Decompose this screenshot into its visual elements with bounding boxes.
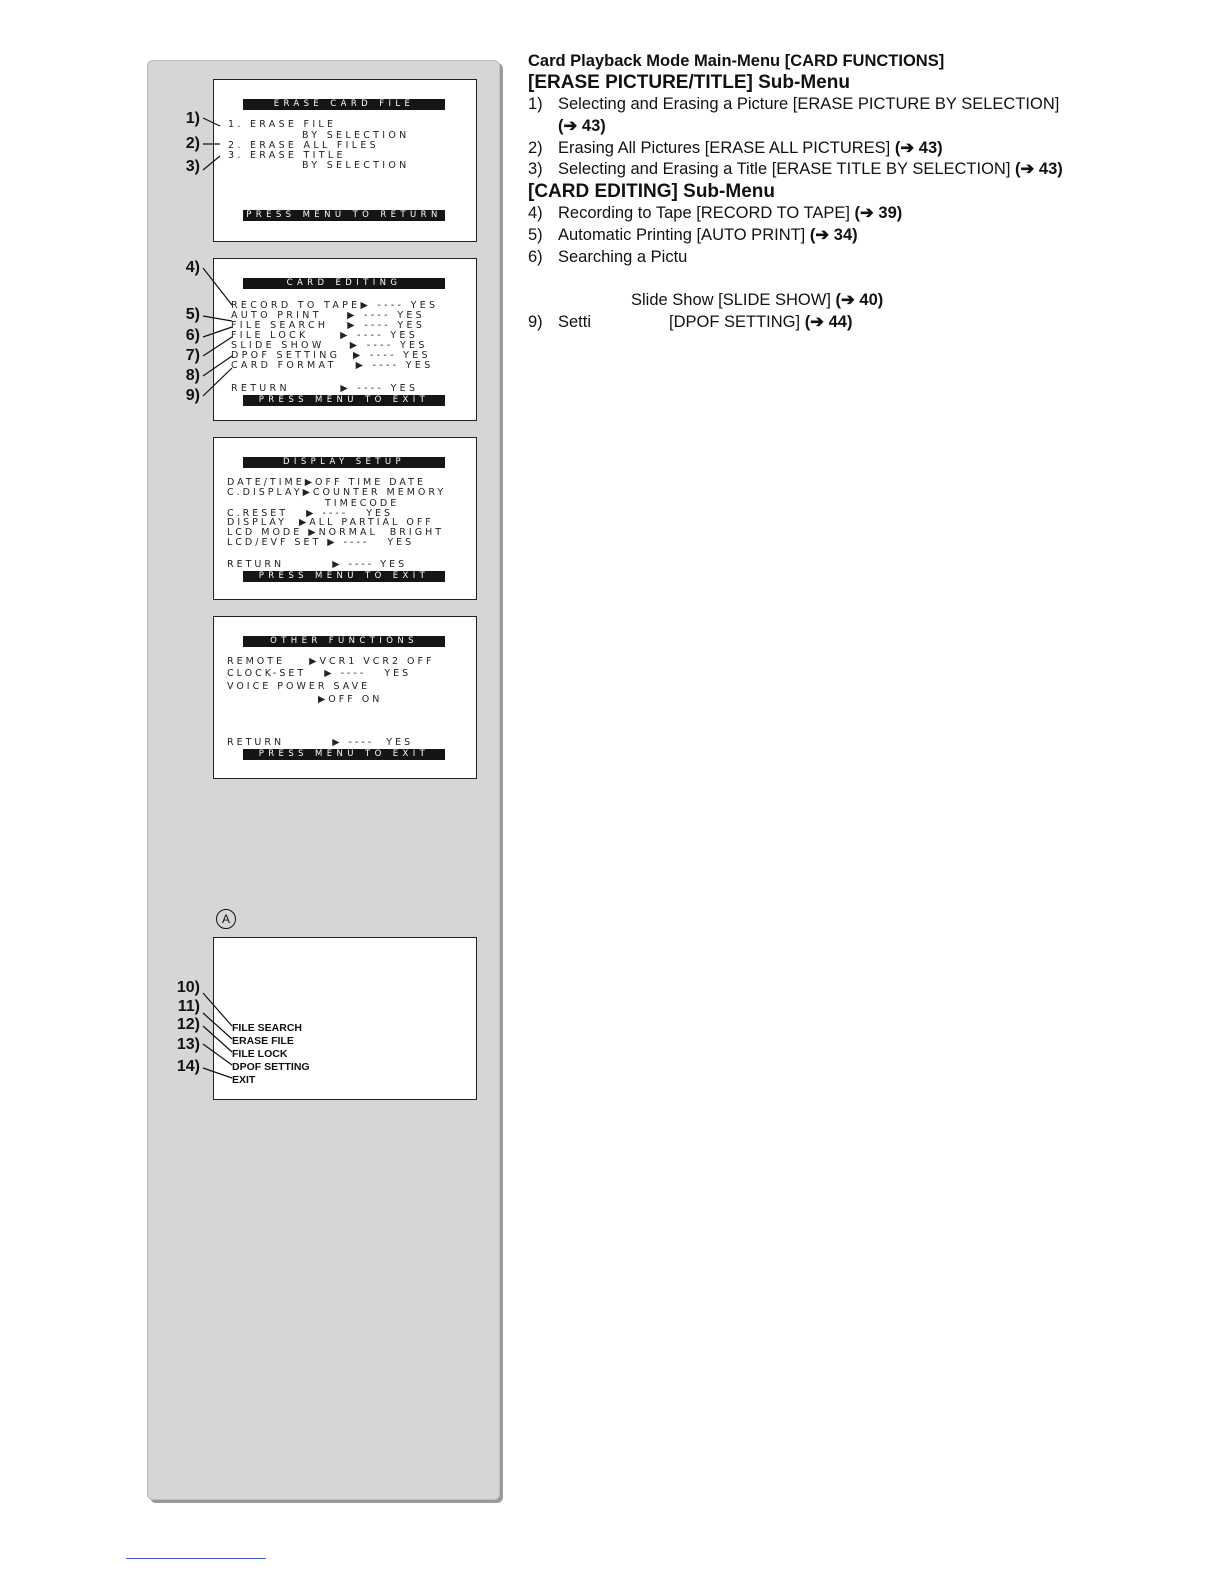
other-functions-title: OTHER FUNCTIONS	[243, 636, 445, 647]
list-item-partial	[528, 290, 1128, 312]
callout-6: 6)	[185, 327, 200, 344]
item-number: 9)	[528, 313, 543, 332]
callout-13: 13)	[176, 1036, 200, 1053]
erase-screen-footer: PRESS MENU TO RETURN	[243, 210, 445, 221]
card-editing-return: RETURN ▶ ---- YES	[231, 383, 419, 394]
page-reference: (➔ 43)	[1015, 160, 1063, 179]
card-editing-row: FILE SEARCH ▶ ---- YES	[231, 320, 426, 331]
item-text: Recording to Tape [RECORD TO TAPE]	[558, 204, 850, 223]
menu-exit: EXIT	[232, 1074, 256, 1086]
other-functions-row: REMOTE ▶VCR1 VCR2 OFF	[227, 656, 435, 667]
item-number: 2)	[528, 138, 543, 157]
callout-5: 5)	[185, 306, 200, 323]
menu-file-search: FILE SEARCH	[232, 1022, 303, 1034]
menu-dpof-setting: DPOF SETTING	[232, 1061, 310, 1073]
instruction-text	[528, 50, 1128, 334]
page-reference: (➔ 43)	[558, 116, 606, 135]
list-item	[528, 138, 1128, 160]
callout-2: 2)	[185, 135, 200, 152]
menu-file-lock: FILE LOCK	[232, 1048, 288, 1060]
list-item-partial	[528, 312, 1128, 334]
display-setup-row: LCD MODE ▶NORMAL BRIGHT	[227, 527, 445, 538]
item-number: 1)	[528, 95, 543, 113]
item-text: Searching a Pictu	[558, 247, 688, 266]
card-editing-row: DPOF SETTING ▶ ---- YES	[231, 350, 431, 361]
display-setup-row: DATE/TIME▶OFF TIME DATE	[227, 477, 426, 488]
callout-9: 9)	[185, 387, 200, 404]
item-text: Selecting and Erasing a Title [ERASE TITLE BY SELECTION]	[558, 160, 1011, 179]
item-text: Setti	[558, 313, 592, 332]
display-setup-footer: PRESS MENU TO EXIT	[243, 571, 445, 582]
card-editing-row: AUTO PRINT ▶ ---- YES	[231, 310, 425, 321]
footer-link-line	[126, 1558, 266, 1559]
page-reference: (➔ 34)	[809, 225, 858, 244]
display-setup-row: LCD/EVF SET ▶ ---- YES	[227, 537, 415, 548]
erase-row-2: BY SELECTION	[302, 130, 410, 141]
item-text: Erasing All Pictures [ERASE ALL PICTURES]	[558, 138, 891, 157]
item-number: 6)	[528, 247, 543, 266]
callout-3: 3)	[185, 158, 200, 175]
item-number: 4)	[528, 204, 543, 223]
callout-4: 4)	[185, 259, 200, 276]
menu-erase-file: ERASE FILE	[232, 1035, 294, 1047]
erase-row-5: BY SELECTION	[302, 160, 410, 171]
other-functions-return: RETURN ▶ ---- YES	[227, 737, 414, 748]
erase-submenu-heading: [ERASE PICTURE/TITLE] Sub-Menu	[528, 72, 850, 93]
card-editing-footer: PRESS MENU TO EXIT	[243, 395, 445, 406]
card-editing-row: SLIDE SHOW ▶ ---- YES	[231, 340, 428, 351]
item-text: [DPOF SETTING]	[669, 313, 801, 332]
erase-screen-title: ERASE CARD FILE	[243, 99, 445, 110]
item-text: Slide Show [SLIDE SHOW]	[631, 291, 831, 310]
list-item	[528, 159, 1128, 181]
list-item	[528, 225, 1128, 247]
display-setup-row: TIMECODE	[325, 498, 400, 509]
card-editing-row: CARD FORMAT ▶ ---- YES	[231, 360, 434, 371]
other-functions-row: CLOCK-SET ▶ ---- YES	[227, 668, 412, 679]
display-setup-row: C.RESET ▶ ---- YES	[227, 508, 394, 519]
display-setup-row: DISPLAY ▶ALL PARTIAL OFF	[227, 517, 434, 528]
list-item	[528, 203, 1128, 225]
display-setup-return: RETURN ▶ ---- YES	[227, 559, 408, 570]
erase-row-1: 1. ERASE FILE	[228, 119, 337, 130]
card-editing-submenu-heading: [CARD EDITING] Sub-Menu	[528, 181, 775, 203]
page-reference: (➔ 39)	[854, 204, 903, 223]
callout-7: 7)	[185, 347, 200, 364]
item-number: 3)	[528, 160, 543, 179]
page-reference: (➔ 44)	[804, 313, 853, 332]
main-menu-heading: Card Playback Mode Main-Menu [CARD FUNCTIONS]	[528, 52, 945, 70]
card-editing-row: FILE LOCK ▶ ---- YES	[231, 330, 419, 341]
list-item	[528, 94, 1128, 138]
callout-8: 8)	[185, 367, 200, 384]
callout-12: 12)	[176, 1016, 200, 1033]
callout-14: 14)	[176, 1058, 200, 1075]
list-item	[528, 247, 1128, 269]
other-functions-row: VOICE POWER SAVE	[227, 681, 371, 692]
card-editing-row: RECORD TO TAPE▶ ---- YES	[231, 300, 439, 311]
item-text: Selecting and Erasing a Picture [ERASE PICTURE BY SELECTION]	[558, 95, 1060, 113]
erase-row-3: 2. ERASE ALL FILES	[228, 140, 379, 151]
display-setup-title: DISPLAY SETUP	[243, 457, 445, 468]
callout-10: 10)	[176, 979, 200, 996]
callout-1: 1)	[185, 110, 200, 127]
page-reference: (➔ 43)	[894, 138, 943, 157]
page-reference: (➔ 40)	[835, 291, 884, 310]
marker-a: A	[216, 909, 236, 929]
other-functions-footer: PRESS MENU TO EXIT	[243, 749, 445, 760]
display-setup-row: C.DISPLAY▶COUNTER MEMORY	[227, 487, 447, 498]
callout-11: 11)	[177, 998, 200, 1015]
item-number: 5)	[528, 225, 543, 244]
erase-row-4: 3. ERASE TITLE	[228, 150, 346, 161]
item-text: Automatic Printing [AUTO PRINT]	[558, 225, 806, 244]
card-editing-title: CARD EDITING	[243, 278, 445, 289]
other-functions-row: ▶OFF ON	[318, 694, 383, 705]
